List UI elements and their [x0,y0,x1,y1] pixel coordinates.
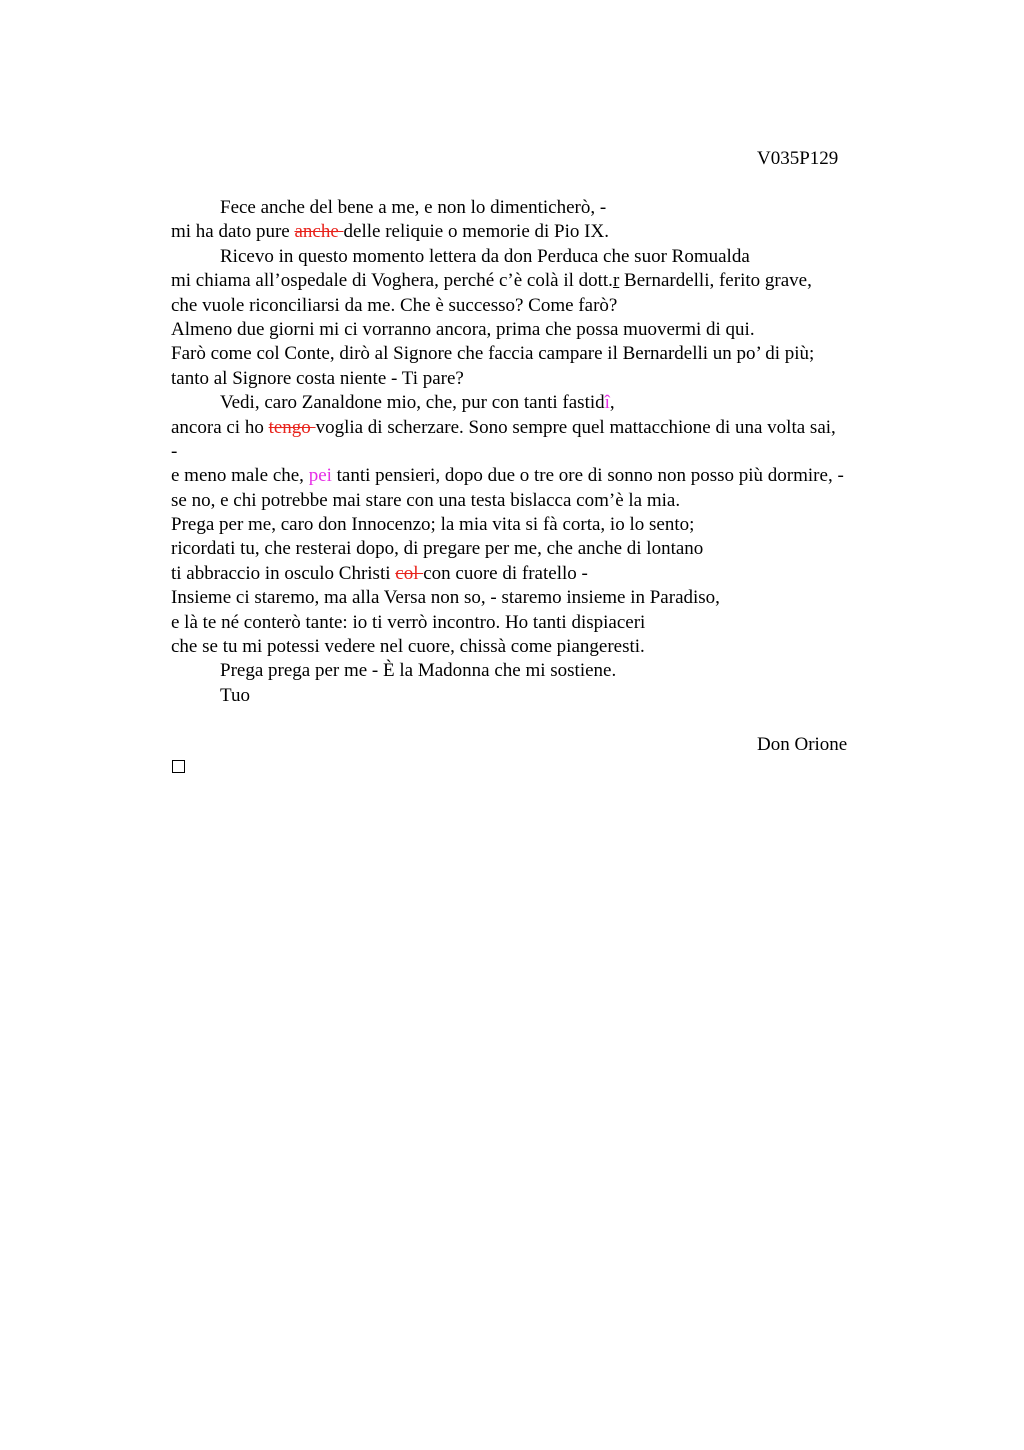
text-line [171,537,931,561]
text-segment: Insieme ci staremo, ma alla Versa non so, - staremo insieme in Paradiso, [171,587,720,609]
text-segment: - [171,440,178,462]
text-segment: Prega prega per me - È la Madonna che mi sostiene. [220,660,617,682]
deleted-text: tengo [268,416,316,438]
text-line [171,635,931,659]
text-line [171,416,931,440]
text-segment: Prega per me, caro don Innocenzo; la mia vita si fà corta, io lo sento; [171,514,695,536]
text-line [171,269,931,293]
text-line [171,489,931,513]
text-line [171,611,931,635]
text-line [171,684,931,708]
underlined-text: r [612,270,620,292]
page-identifier: V035P129 [757,148,839,169]
text-segment: Fece anche del bene a me, e non lo dimenticherò, - [220,197,607,218]
text-segment: che se tu mi potessi vedere nel cuore, chissà come piangeresti. [171,636,645,658]
deleted-text: anche [294,221,344,243]
text-line [171,513,931,537]
text-line [171,391,931,415]
text-line [171,318,931,342]
signature: Don Orione [757,734,848,755]
text-segment: Almeno due giorni mi ci vorranno ancora, prima che possa muovermi di qui. [171,318,755,340]
text-line [171,586,931,610]
text-segment: tanto al Signore costa niente - Ti pare? [171,367,464,389]
text-segment: Farò come col Conte, dirò al Signore che faccia campare il Bernardelli un po’ di più; [171,343,815,365]
text-segment: Ricevo in questo momento lettera da don Perduca che suor Romualda [220,245,750,267]
text-segment: e meno male che, [171,465,309,487]
text-segment: e là te né conterò tante: io ti verrò incontro. Ho tanti dispiaceri [171,611,646,633]
text-line [171,464,931,488]
text-line [171,562,931,586]
checkbox-square [172,760,185,773]
text-segment: che vuole riconciliarsi da me. Che è successo? Come farò? [171,294,618,316]
text-line [171,440,931,464]
text-segment: con cuore di fratello - [423,562,588,584]
text-segment: mi ha dato pure [171,221,295,243]
text-segment: , [609,392,615,414]
text-line [171,342,931,366]
text-segment: ricordati tu, che resterai dopo, di pregare per me, che anche di lontano [171,538,704,560]
text-line [171,196,931,220]
text-segment: ancora ci ho [171,416,269,438]
highlighted-text: pei [308,465,332,487]
text-segment: Tuo [220,684,250,706]
text-line [171,245,931,269]
text-segment: delle reliquie o memorie di Pio IX. [343,221,609,243]
text-segment: tanti pensieri, dopo due o tre ore di sonno non posso più dormire, - [331,465,844,487]
text-line [171,294,931,318]
text-segment: mi chiama all’ospedale di Voghera, perché c’è colà il dott. [171,270,613,292]
text-segment: se no, e chi potrebbe mai stare con una testa bislacca com’è la mia. [171,489,681,511]
text-segment: voglia di scherzare. Sono sempre quel mattacchione di una volta sai, [315,416,836,438]
text-segment: Bernardelli, ferito grave, [619,270,812,292]
letter-body [171,196,931,708]
text-line [171,367,931,391]
text-line [171,220,931,244]
highlighted-text: î [604,392,610,414]
text-segment: ti abbraccio in osculo Christi [171,562,396,584]
text-line [171,659,931,683]
text-segment: Vedi, caro Zanaldone mio, che, pur con tanti fastid [220,392,605,414]
deleted-text: col [395,562,424,584]
